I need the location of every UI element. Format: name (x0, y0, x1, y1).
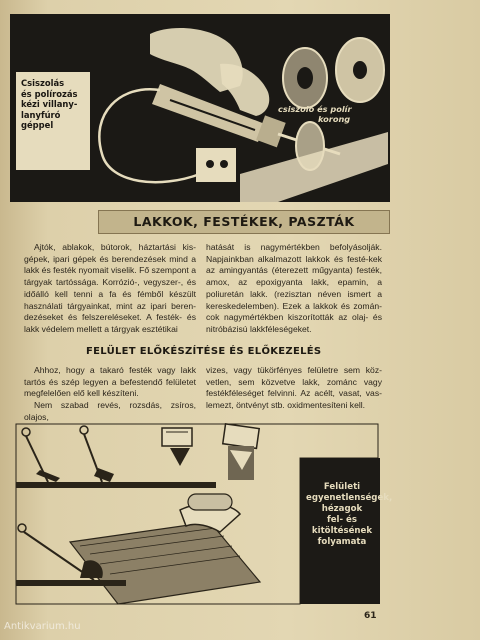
watermark: Antikvarium.hu (4, 621, 81, 632)
process-caption (306, 482, 393, 548)
panel-line: egyenetlenségek, (306, 493, 393, 503)
left-text-column (24, 242, 196, 336)
section-title: LAKKOK, FESTÉKEK, PASZTÁK (98, 210, 390, 234)
disc-label-line: korong (318, 114, 351, 124)
disc-label-line: csiszoló és polír (278, 104, 352, 114)
right-text-column (206, 242, 382, 336)
paragraph: Nem szabad revés, rozsdás, zsíros, olajos, (24, 400, 196, 422)
caption-line: géppel (21, 120, 54, 130)
paragraph: hatását is nagymértékben befolyásolják. Napjainkban alkalmazott lakkok és festé-kek az amingyantás (éterezett műgyanta) festék, amox, az epoxigyanta lakk, epamin, a poliuretán lakk. (rezisztan néven ismert a kereskedelemben). Ezek a lakkok és zomán-cok nagymértékben kiszorították az olaj- és nitróbázisú lakkféleségeket. (206, 242, 382, 334)
illustration-caption (16, 72, 90, 170)
right-text-column-2 (206, 365, 382, 412)
paragraph: vizes, vagy tükörfényes felületre sem köz-vetlen, sem közvetve lakk, zománc vagy festékféleséget felvinni. Az acélt, vasat, vas-lemezt, öntvényt stb. oxidmentesíteni kell. (206, 365, 382, 411)
paragraph: Ajtók, ablakok, bútorok, háztartási kis-gépek, ipari gépek és berendezések mind a lakk és festék nyomait viselik. Fő szempont a tárgyak tartóssága. Korrózió-, vegyszer-, és időálló kell tenni a fa és fémből készült használati tárgyainkat, mint az ipari beren-dezéseket és felszereléseket. A festék- és lakk védelem mellett a tárgyak esztétikai (24, 242, 196, 334)
panel-line: hézagok (321, 504, 363, 514)
disc-label (278, 104, 352, 124)
panel-line: Felületi (323, 482, 361, 492)
left-text-column-2 (24, 365, 196, 424)
caption-line: lanyfúró (21, 109, 61, 120)
panel-line: folyamata (317, 537, 367, 547)
page-number: 61 (364, 611, 377, 621)
caption-line: és polírozás (21, 88, 78, 99)
caption-line: kézi villany- (21, 99, 78, 109)
subsection-title: FELÜLET ELŐKÉSZÍTÉSE ÉS ELŐKEZELÉS (86, 346, 322, 357)
paragraph: Ahhoz, hogy a takaró festék vagy lakk tartós és szép legyen a befestendő felületet megfelelően elő kell készíteni. (24, 365, 196, 399)
panel-line: fel- és (326, 515, 357, 525)
panel-line: kitöltésének (311, 526, 373, 536)
caption-line: Csiszolás (21, 78, 65, 88)
